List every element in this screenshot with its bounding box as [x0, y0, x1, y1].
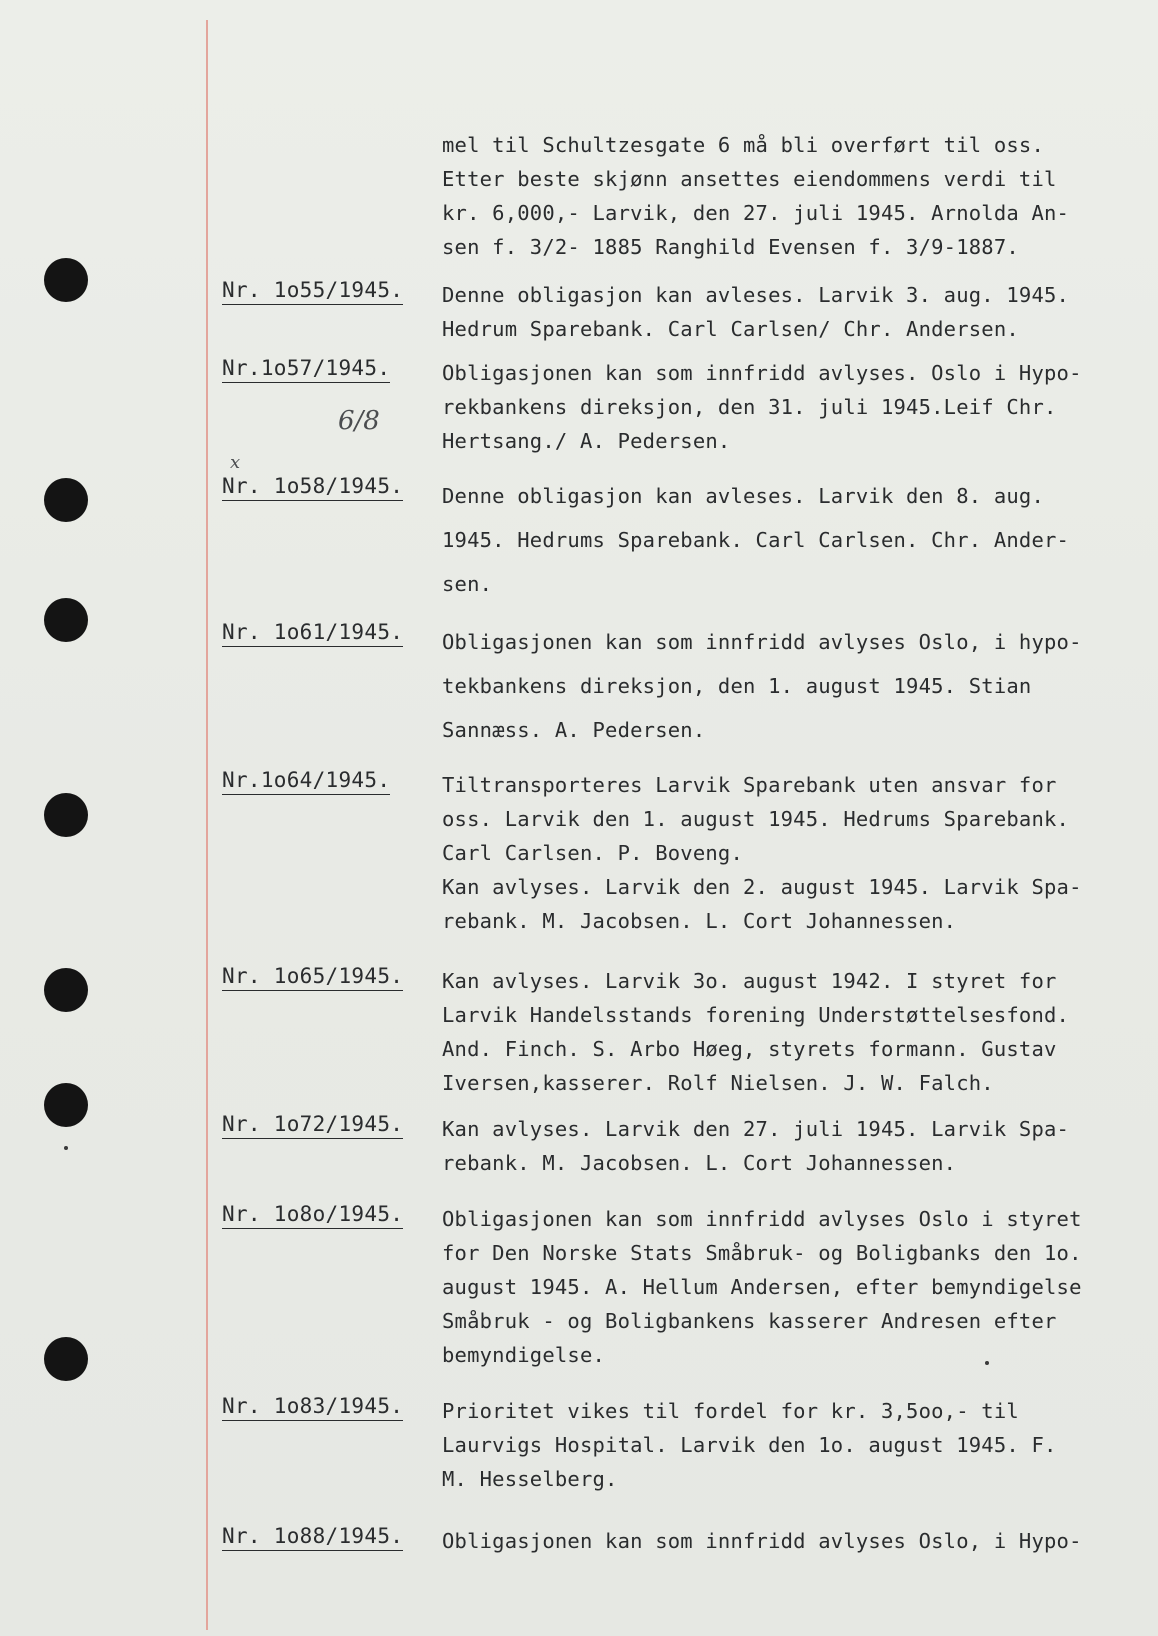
text-line: Prioritet vikes til fordel for kr. 3,5oo,- til [442, 1399, 1019, 1423]
text-line: Hedrum Sparebank. Carl Carlsen/ Chr. Andersen. [442, 317, 1019, 341]
text-line: Tiltransporteres Larvik Sparebank uten ansvar for [442, 773, 1057, 797]
text-line: 1945. Hedrums Sparebank. Carl Carlsen. Chr. Ander- [442, 528, 1070, 552]
text-line: Etter beste skjønn ansettes eiendommens verdi til [442, 167, 1057, 191]
entry-text [442, 278, 1142, 346]
text-line: Laurvigs Hospital. Larvik den 1o. august 1945. F. [442, 1433, 1057, 1457]
text-line: Småbruk - og Boligbankens kasserer Andresen efter [442, 1309, 1057, 1333]
entry-text [442, 1524, 1142, 1558]
text-line: Sannæss. A. Pedersen. [442, 718, 706, 742]
entry-number: Nr.1o64/1945. [222, 768, 390, 795]
entry-text [442, 1202, 1142, 1372]
text-line: kr. 6,000,- Larvik, den 27. juli 1945. Arnolda An- [442, 201, 1070, 225]
text-line: Obligasjonen kan som innfridd avlyses Oslo, i Hypo- [442, 1529, 1082, 1553]
entry-number: Nr. 1o65/1945. [222, 964, 403, 991]
entry-text [442, 356, 1142, 458]
text-line: Kan avlyses. Larvik den 27. juli 1945. Larvik Spa- [442, 1117, 1070, 1141]
binder-hole [44, 968, 88, 1012]
text-line: august 1945. A. Hellum Andersen, efter bemyndigelse [442, 1275, 1082, 1299]
entry-number: Nr. 1o83/1945. [222, 1394, 403, 1421]
entry-number: Nr. 1o61/1945. [222, 620, 403, 647]
entry-text [442, 474, 1142, 606]
text-line: Denne obligasjon kan avleses. Larvik den 8. aug. [442, 484, 1045, 508]
text-line: tekbankens direksjon, den 1. august 1945. Stian [442, 674, 1032, 698]
binder-hole [44, 1337, 88, 1381]
text-line: Denne obligasjon kan avleses. Larvik 3. aug. 1945. [442, 283, 1070, 307]
text-line: M. Hesselberg. [442, 1467, 618, 1491]
binder-hole [44, 1083, 88, 1127]
pencil-note: x [230, 452, 241, 473]
binder-hole [44, 793, 88, 837]
text-line: for Den Norske Stats Småbruk- og Boligbanks den 1o. [442, 1241, 1082, 1265]
text-line: rebank. M. Jacobsen. L. Cort Johannessen. [442, 909, 957, 933]
text-line: bemyndigelse. [442, 1343, 606, 1367]
binder-hole [44, 258, 88, 302]
text-line: Carl Carlsen. P. Boveng. [442, 841, 744, 865]
binder-hole [44, 598, 88, 642]
text-line: Obligasjonen kan som innfridd avlyses Oslo, i hypo- [442, 630, 1082, 654]
text-line: Obligasjonen kan som innfridd avlyses Oslo i styret [442, 1207, 1082, 1231]
text-line: mel til Schultzesgate 6 må bli overført til oss. [442, 133, 1045, 157]
pencil-note: 6/8 [338, 406, 380, 436]
text-line: oss. Larvik den 1. august 1945. Hedrums Sparebank. [442, 807, 1070, 831]
entry-text [442, 1112, 1142, 1180]
entry-number: Nr. 1o72/1945. [222, 1112, 403, 1139]
text-line: sen f. 3/2- 1885 Ranghild Evensen f. 3/9-1887. [442, 235, 1019, 259]
text-line: Larvik Handelsstands forening Understøttelsesfond. [442, 1003, 1070, 1027]
entry-number: Nr. 1o58/1945. [222, 474, 403, 501]
text-line: Kan avlyses. Larvik 3o. august 1942. I styret for [442, 969, 1057, 993]
entry-text [442, 964, 1142, 1100]
text-line: And. Finch. S. Arbo Høeg, styrets formann. Gustav [442, 1037, 1057, 1061]
entry-number: Nr. 1o8o/1945. [222, 1202, 403, 1229]
text-line: rebank. M. Jacobsen. L. Cort Johannessen. [442, 1151, 957, 1175]
entry-number: Nr.1o57/1945. [222, 356, 390, 383]
text-line: Hertsang./ A. Pedersen. [442, 429, 731, 453]
margin-rule [206, 20, 208, 1630]
text-line: Kan avlyses. Larvik den 2. august 1945. Larvik Spa- [442, 875, 1082, 899]
text-line: rekbankens direksjon, den 31. juli 1945.Leif Chr. [442, 395, 1057, 419]
entry-text [442, 768, 1142, 938]
text-line: Iversen,kasserer. Rolf Nielsen. J. W. Falch. [442, 1071, 994, 1095]
text-line: Obligasjonen kan som innfridd avlyses. Oslo i Hypo- [442, 361, 1082, 385]
entry-number: Nr. 1o88/1945. [222, 1524, 403, 1551]
ink-speck [64, 1146, 68, 1150]
entry-text [442, 620, 1142, 752]
binder-hole [44, 478, 88, 522]
continuation-text [442, 128, 1142, 264]
entry-text [442, 1394, 1142, 1496]
text-line: sen. [442, 572, 493, 596]
entry-number: Nr. 1o55/1945. [222, 278, 403, 305]
